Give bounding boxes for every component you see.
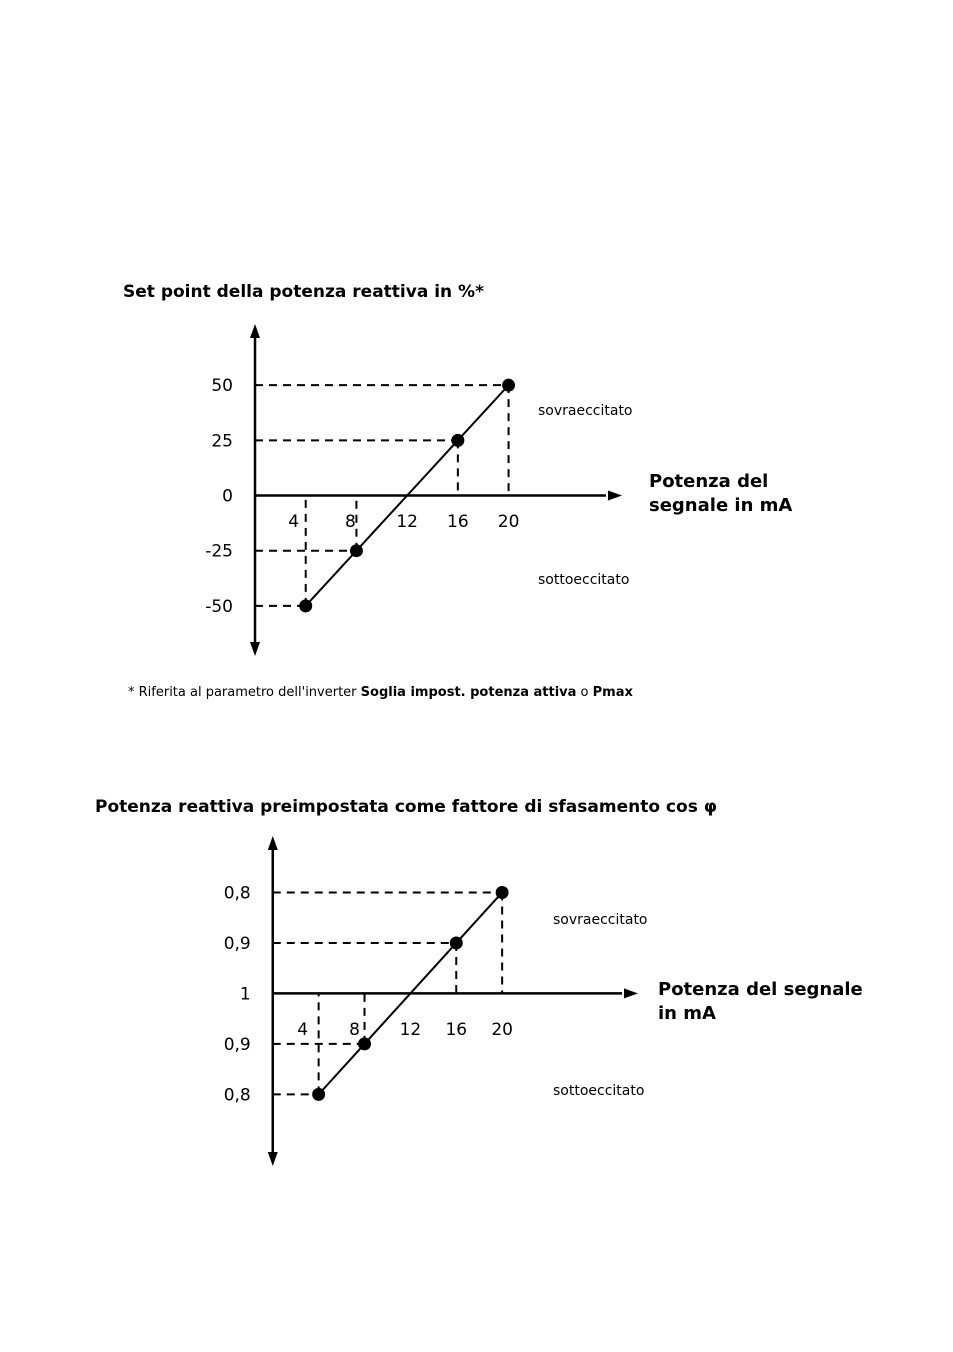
- footnote-connector: o: [576, 685, 593, 700]
- chart2-x-tick-label: 20: [491, 1020, 513, 1040]
- chart1-x-axis-arrow: [608, 491, 622, 501]
- chart2-data-point: [358, 1037, 371, 1050]
- chart1-y-tick-label: -50: [205, 596, 233, 617]
- chart1-region-lower: sottoeccitato: [538, 572, 630, 588]
- chart2-data-point: [450, 936, 463, 949]
- chart2-region-lower: sottoeccitato: [553, 1083, 645, 1099]
- chart1-data-point: [350, 544, 363, 557]
- chart2-region-upper: sovraeccitato: [553, 912, 648, 928]
- chart1-x-axis-title-line: segnale in mA: [649, 495, 793, 516]
- chart2-x-tick-label: 4: [297, 1020, 309, 1040]
- chart2-data-point: [496, 886, 509, 899]
- chart1-data-point: [502, 379, 515, 392]
- chart1-x-tick-label: 8: [345, 512, 356, 532]
- chart1-x-tick-label: 12: [396, 512, 418, 532]
- chart1-y-tick-label: 0: [222, 486, 233, 507]
- chart1-y-tick-label: 50: [211, 376, 233, 397]
- chart2-x-tick-label: 16: [445, 1020, 468, 1040]
- chart1-y-axis-arrow-up: [250, 324, 260, 338]
- chart1-x-axis-title-line: Potenza del: [649, 471, 769, 492]
- chart1-data-point: [299, 599, 312, 612]
- chart2-x-tick-label: 12: [399, 1020, 422, 1040]
- chart1-x-tick-label: 20: [497, 512, 520, 532]
- chart2-y-axis-arrow-down: [268, 1152, 278, 1166]
- footnote-param2: Pmax: [592, 685, 633, 700]
- chart2-x-axis-arrow: [624, 988, 638, 998]
- chart2-x-axis-title-line: in mA: [658, 1003, 716, 1024]
- chart2-x-tick-label: 8: [349, 1020, 360, 1040]
- chart2-y-tick-label: 0,9: [223, 1034, 251, 1055]
- chart1-y-axis-arrow-down: [250, 642, 260, 656]
- chart1-region-upper: sovraeccitato: [538, 403, 633, 419]
- chart2-y-tick-label: 0,9: [223, 933, 251, 954]
- chart2-y-tick-label: 1: [239, 984, 251, 1005]
- chart2-title: Potenza reattiva preimpostata come fattore di sfasamento cos φ: [95, 797, 718, 817]
- footnote-param1: Soglia impost. potenza attiva: [360, 685, 577, 700]
- chart2-y-tick-label: 0,8: [223, 883, 251, 904]
- chart1-y-tick-label: -25: [205, 541, 233, 562]
- chart2-x-axis-title-line: Potenza del segnale: [658, 979, 863, 1000]
- chart1-title: Set point della potenza reattiva in %*: [123, 282, 484, 302]
- chart1-y-tick-label: 25: [211, 431, 233, 452]
- chart1-x-tick-label: 16: [447, 512, 469, 532]
- footnote-prefix: * Riferita al parametro dell'inverter: [128, 685, 361, 700]
- chart2-y-tick-label: 0,8: [223, 1085, 251, 1106]
- chart2-y-axis-arrow-up: [268, 836, 278, 850]
- chart1-x-tick-label: 4: [288, 512, 300, 532]
- chart2-data-point: [312, 1088, 325, 1101]
- chart1-data-point: [451, 434, 464, 447]
